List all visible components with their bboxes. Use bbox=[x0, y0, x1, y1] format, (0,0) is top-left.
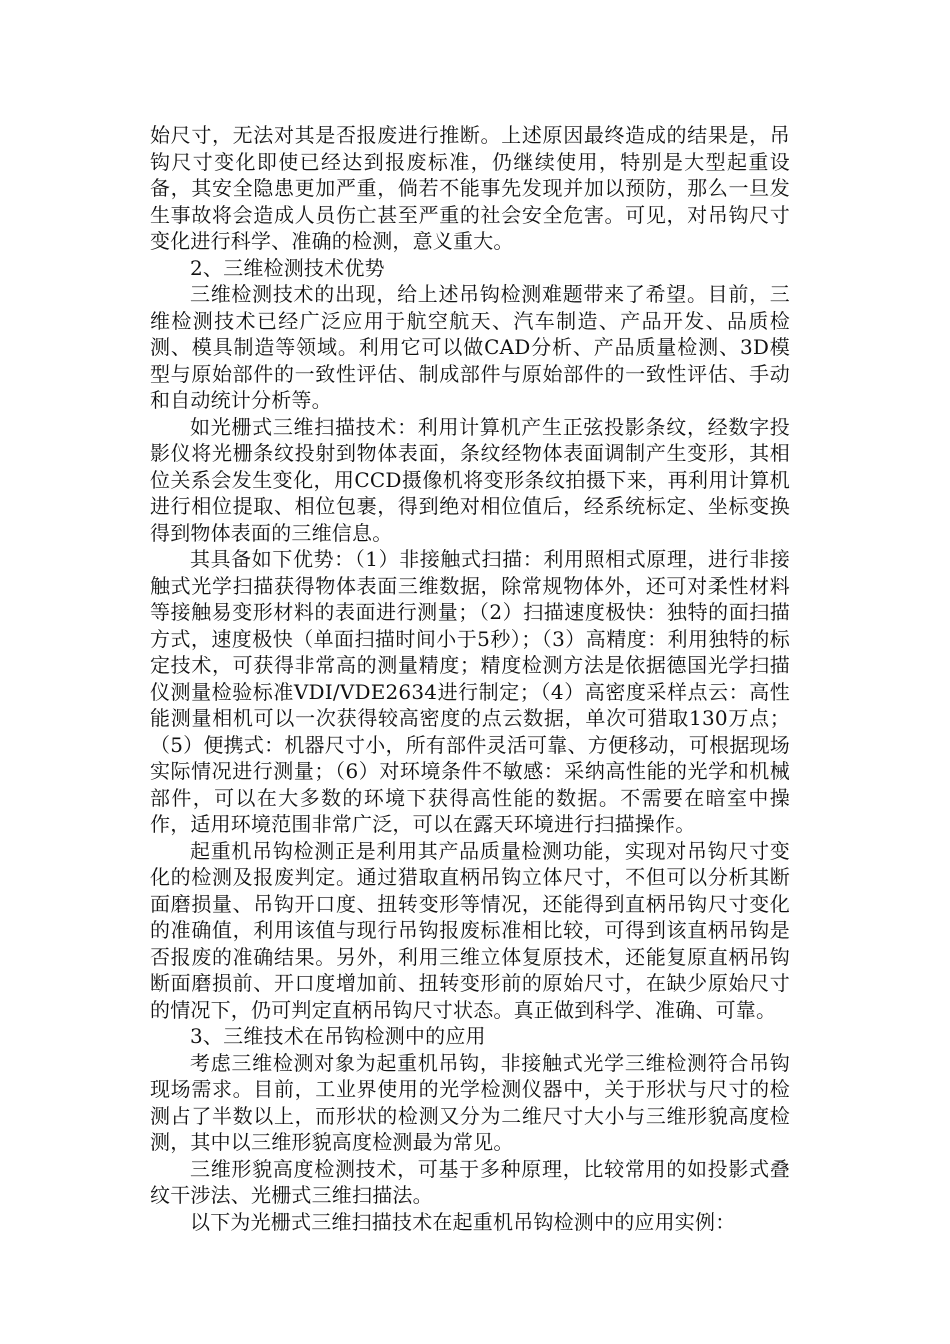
paragraph-grating-scan: 如光栅式三维扫描技术：利用计算机产生正弦投影条纹，经数字投影仪将光栅条纹投射到物体表面，条纹经物体表面调制产生变形，其相位关系会发生变化，用CCD摄像机将变形条纹拍摄下来，再利用计算机进行相位提取、相位包裹，得到绝对相位值后，经系统标定、坐标变换得到物体表面的三维信息。 bbox=[150, 414, 790, 545]
paragraph-continued: 始尺寸，无法对其是否报废进行推断。上述原因最终造成的结果是，吊钩尺寸变化即使已经达到报废标准，仍继续使用，特别是大型起重设备，其安全隐患更加严重，倘若不能事先发现并加以预防，那么一旦发生事故将会造成人员伤亡甚至严重的社会安全危害。可见，对吊钩尺寸变化进行科学、准确的检测，意义重大。 bbox=[150, 123, 790, 253]
section-heading-application: 3、三维技术在吊钩检测中的应用 bbox=[190, 1024, 486, 1048]
paragraph-principle: 三维形貌高度检测技术，可基于多种原理，比较常用的如投影式叠纹干涉法、光栅式三维扫描法。 bbox=[150, 1156, 790, 1207]
paragraph-example: 以下为光栅式三维扫描技术在起重机吊钩检测中的应用实例： bbox=[190, 1209, 736, 1234]
paragraph-intro: 三维检测技术的出现，给上述吊钩检测难题带来了希望。目前，三维检测技术已经广泛应用于航空航天、汽车制造、产品开发、品质检测、模具制造等领域。利用它可以做CAD分析、产品质量检测、3D模型与原始部件的一致性评估、制成部件与原始部件的一致性评估、手动和自动统计分析等。 bbox=[150, 282, 790, 412]
section-heading-advantages: 2、三维检测技术优势 bbox=[190, 255, 385, 280]
paragraph-features: 其具备如下优势：（1）非接触式扫描：利用照相式原理，进行非接触式光学扫描获得物体表面三维数据，除常规物体外，还可对柔性材料等接触易变形材料的表面进行测量；（2）扫描速度极快：独特的面扫描方式，速度极快（单面扫描时间小于5秒）；（3）高精度：利用独特的标定技术，可获得非常高的测量精度；精度检测方法是依据德国光学扫描仪测量检验标准VDI/VDE2634进行制定；（4）高密度采样点云：高性能测量相机可以一次获得较高密度的点云数据，单次可猎取130万点；（5）便携式：机器尺寸小，所有部件灵活可靠、方便移动，可根据现场实际情况进行测量；（6）对环境条件不敏感：采纳高性能的光学和机械部件，可以在大多数的环境下获得高性能的数据。不需要在暗室中操作，适用环境范围非常广泛，可以在露天环境进行扫描操作。 bbox=[150, 547, 790, 836]
paragraph-crane-hook: 起重机吊钩检测正是利用其产品质量检测功能，实现对吊钩尺寸变化的检测及报废判定。通过猎取直柄吊钩立体尺寸，不但可以分析其断面磨损量、吊钩开口度、扭转变形等情况，还能得到直柄吊钩尺寸变化的准确值，利用该值与现行吊钩报废标准相比较，可得到该直柄吊钩是否报废的准确结果。另外，利用三维立体复原技术，还能复原直柄吊钩断面磨损前、开口度增加前、扭转变形前的原始尺寸，在缺少原始尺寸的情况下，仍可判定直柄吊钩尺寸状态。真正做到科学、准确、可靠。 bbox=[150, 838, 790, 1022]
paragraph-detection-object: 考虑三维检测对象为起重机吊钩，非接触式光学三维检测符合吊钩现场需求。目前，工业界使用的光学检测仪器中，关于形状与尺寸的检测占了半数以上，而形状的检测又分为二维尺寸大小与三维形貌高度检测，其中以三维形貌高度检测最为常见。 bbox=[150, 1050, 790, 1154]
document-page bbox=[150, 122, 790, 1235]
